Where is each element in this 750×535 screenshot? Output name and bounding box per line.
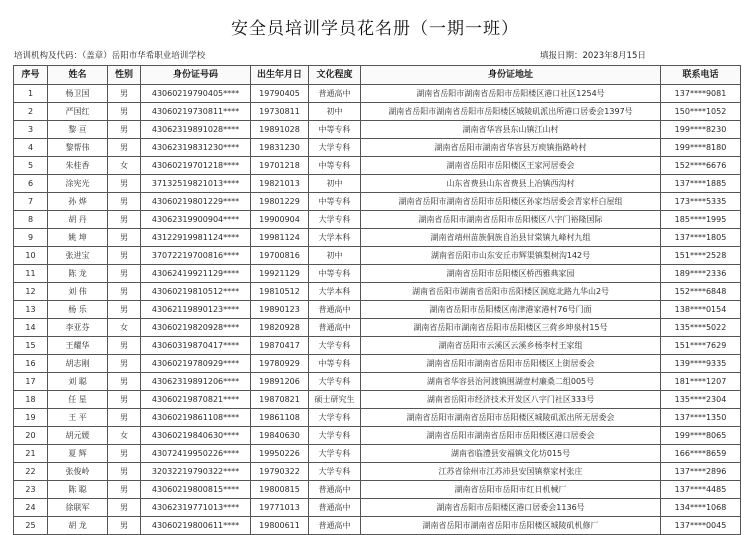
cell-birth-date: 19810512 [251,283,309,301]
header-birth-date: 出生年月日 [251,66,309,85]
cell-birth-date: 19840630 [251,427,309,445]
cell-name: 张俊岭 [48,463,108,481]
cell-sex: 男 [108,265,141,283]
table-row [14,373,741,391]
cell-birth-date: 19701218 [251,157,309,175]
table-row [14,121,741,139]
table-row [14,319,741,337]
cell-name: 陈 龙 [48,265,108,283]
cell-education: 中等专科 [309,355,361,373]
cell-id-address: 湖南省靖州苗族侗族自治县甘棠镇九峰村九组 [361,229,661,247]
cell-id-address: 湖南省岳阳市湖南省岳阳市岳阳楼区上街居委会 [361,355,661,373]
header-sex: 性别 [108,66,141,85]
cell-id-address: 湖南省岳阳市岳阳市红日机械厂 [361,481,661,499]
cell-phone: 135****5022 [661,319,741,337]
cell-phone: 199****8065 [661,427,741,445]
cell-birth-date: 19950226 [251,445,309,463]
cell-seq: 25 [14,517,48,535]
cell-seq: 23 [14,481,48,499]
cell-seq: 19 [14,409,48,427]
cell-birth-date: 19820928 [251,319,309,337]
cell-name: 黎 亘 [48,121,108,139]
cell-id-address: 湖南省岳阳市湖南省华容县万庾镇指路岭村 [361,139,661,157]
cell-seq: 1 [14,85,48,103]
cell-sex: 男 [108,481,141,499]
cell-birth-date: 19891206 [251,373,309,391]
cell-birth-date: 19890123 [251,301,309,319]
cell-name: 胡 丹 [48,211,108,229]
cell-id-address: 湖南省岳阳市湖南省岳阳市岳阳楼区三荷乡坤泉村15号 [361,319,661,337]
cell-id-address: 山东省费县山东省费县上冶镇西沟村 [361,175,661,193]
cell-sex: 男 [108,409,141,427]
cell-id-address: 湖南省岳阳市岳阳楼区王家河居委会 [361,157,661,175]
cell-name: 涂宪光 [48,175,108,193]
cell-sex: 女 [108,157,141,175]
cell-name: 孙 烨 [48,193,108,211]
cell-phone: 185****1995 [661,211,741,229]
cell-seq: 6 [14,175,48,193]
table-row [14,193,741,211]
cell-birth-date: 19981124 [251,229,309,247]
cell-id-number: 43062119890123**** [141,301,251,319]
cell-phone: 189****2336 [661,265,741,283]
cell-id-address: 湖南省岳阳市湖南省岳阳市岳阳楼区城陵矶派出所无居委会 [361,409,661,427]
cell-sex: 男 [108,193,141,211]
header-name: 姓名 [48,66,108,85]
cell-id-number: 43060219861108**** [141,409,251,427]
table-row [14,355,741,373]
cell-id-address: 湖南省岳阳市湖南省岳阳市岳阳楼区八字门裕隆国际 [361,211,661,229]
cell-phone: 137****1885 [661,175,741,193]
cell-birth-date: 19780929 [251,355,309,373]
cell-sex: 女 [108,427,141,445]
cell-seq: 5 [14,157,48,175]
cell-id-number: 43062319891028**** [141,121,251,139]
cell-id-address: 湖南省华容县治河渡镇围湖壹村廉桑二组005号 [361,373,661,391]
cell-phone: 150****1052 [661,103,741,121]
cell-education: 初中 [309,247,361,265]
cell-birth-date: 19730811 [251,103,309,121]
cell-phone: 137****1350 [661,409,741,427]
cell-education: 中等专科 [309,157,361,175]
cell-education: 大学专科 [309,337,361,355]
roster-table [13,65,741,535]
cell-id-number: 43062419921129**** [141,265,251,283]
header-education: 文化程度 [309,66,361,85]
cell-id-number: 43062319891206**** [141,373,251,391]
cell-seq: 2 [14,103,48,121]
table-row [14,157,741,175]
cell-sex: 男 [108,355,141,373]
cell-name: 杨卫国 [48,85,108,103]
cell-phone: 199****8180 [661,139,741,157]
cell-sex: 男 [108,211,141,229]
cell-sex: 男 [108,499,141,517]
header-id-address: 身份证地址 [361,66,661,85]
cell-name: 任 星 [48,391,108,409]
cell-birth-date: 19870417 [251,337,309,355]
cell-name: 黎帮伟 [48,139,108,157]
cell-sex: 男 [108,283,141,301]
cell-birth-date: 19790405 [251,85,309,103]
cell-id-number: 43062319771013**** [141,499,251,517]
cell-id-number: 43060219790405**** [141,85,251,103]
cell-birth-date: 19891028 [251,121,309,139]
table-row [14,103,741,121]
cell-id-number: 43060319870417**** [141,337,251,355]
cell-id-address: 湖南省华容县东山镇江山村 [361,121,661,139]
table-row [14,211,741,229]
cell-name: 胡元媛 [48,427,108,445]
cell-id-number: 43062319900904**** [141,211,251,229]
cell-seq: 12 [14,283,48,301]
cell-education: 中等专科 [309,193,361,211]
table-row [14,85,741,103]
table-row [14,481,741,499]
cell-birth-date: 19921129 [251,265,309,283]
header-seq: 序号 [14,66,48,85]
cell-id-number: 37072219700816**** [141,247,251,265]
cell-sex: 男 [108,463,141,481]
cell-id-number: 43060219810512**** [141,283,251,301]
cell-name: 张进宝 [48,247,108,265]
cell-birth-date: 19801229 [251,193,309,211]
cell-id-address: 湖南省岳阳市岳阳楼区桥西雅典家园 [361,265,661,283]
cell-seq: 22 [14,463,48,481]
table-row [14,409,741,427]
cell-phone: 151****7629 [661,337,741,355]
cell-education: 大学专科 [309,463,361,481]
cell-education: 中等专科 [309,121,361,139]
cell-id-number: 43072419950226**** [141,445,251,463]
cell-seq: 11 [14,265,48,283]
cell-phone: 138****0154 [661,301,741,319]
table-row [14,175,741,193]
cell-id-number: 43060219870821**** [141,391,251,409]
cell-birth-date: 19870821 [251,391,309,409]
roster-body [14,85,741,535]
cell-seq: 24 [14,499,48,517]
table-row [14,337,741,355]
cell-id-address: 湖南省岳阳市湖南省岳阳市岳阳楼区城陵矶机修厂 [361,517,661,535]
cell-id-address: 湖南省岳阳市湖南省岳阳市岳阳楼区港口居委会 [361,427,661,445]
cell-education: 普通高中 [309,301,361,319]
cell-seq: 18 [14,391,48,409]
cell-education: 普通高中 [309,517,361,535]
cell-sex: 男 [108,517,141,535]
cell-id-address: 湖南省岳阳市岳阳楼区南津港家港村76号门面 [361,301,661,319]
cell-name: 朱桂香 [48,157,108,175]
cell-sex: 男 [108,85,141,103]
table-row [14,517,741,535]
table-row [14,463,741,481]
cell-name: 李亚芬 [48,319,108,337]
cell-education: 普通高中 [309,481,361,499]
cell-name: 杨 乐 [48,301,108,319]
cell-phone: 151****2528 [661,247,741,265]
cell-name: 陈 聪 [48,481,108,499]
cell-id-number: 37132519821013**** [141,175,251,193]
header-row [14,66,741,85]
cell-id-address: 江苏省徐州市江苏沛县安国镇蔡家村张庄 [361,463,661,481]
cell-seq: 13 [14,301,48,319]
cell-name: 严国红 [48,103,108,121]
cell-education: 大学专科 [309,211,361,229]
cell-id-address: 湖南省岳阳市湖南省岳阳市岳阳楼区洞庭北路九华山2号 [361,283,661,301]
cell-education: 普通高中 [309,499,361,517]
organization-line: 培训机构及代码：（盖章）岳阳市华希职业培训学校 [14,51,206,61]
cell-id-number: 43060219840630**** [141,427,251,445]
cell-name: 胡志刚 [48,355,108,373]
cell-education: 普通高中 [309,85,361,103]
fill-date-line: 填报日期：2023年8月15日 [540,51,646,61]
cell-sex: 男 [108,445,141,463]
cell-phone: 173****5335 [661,193,741,211]
cell-id-address: 湖南省岳阳市岳阳楼区港口居委会1136号 [361,499,661,517]
cell-birth-date: 19900904 [251,211,309,229]
cell-sex: 男 [108,301,141,319]
table-row [14,301,741,319]
cell-name: 王耀华 [48,337,108,355]
cell-seq: 9 [14,229,48,247]
cell-sex: 男 [108,337,141,355]
cell-phone: 139****9335 [661,355,741,373]
cell-id-number: 32032219790322**** [141,463,251,481]
cell-sex: 男 [108,175,141,193]
cell-seq: 21 [14,445,48,463]
cell-seq: 20 [14,427,48,445]
cell-birth-date: 19861108 [251,409,309,427]
cell-birth-date: 19800815 [251,481,309,499]
table-row [14,499,741,517]
cell-phone: 137****2896 [661,463,741,481]
cell-birth-date: 19700816 [251,247,309,265]
cell-phone: 152****6676 [661,157,741,175]
cell-phone: 135****2304 [661,391,741,409]
table-row [14,139,741,157]
cell-birth-date: 19771013 [251,499,309,517]
cell-id-address: 湖南省岳阳市湖南省岳阳市岳阳楼区孙家垱居委会青家杆白屋组 [361,193,661,211]
cell-phone: 137****4485 [661,481,741,499]
cell-education: 初中 [309,175,361,193]
cell-seq: 16 [14,355,48,373]
table-row [14,283,741,301]
table-row [14,265,741,283]
cell-phone: 199****8230 [661,121,741,139]
cell-education: 大学专科 [309,427,361,445]
cell-name: 胡 龙 [48,517,108,535]
cell-id-number: 43060219730811**** [141,103,251,121]
cell-name: 王 平 [48,409,108,427]
cell-education: 中等专科 [309,265,361,283]
cell-education: 大学本科 [309,229,361,247]
cell-seq: 10 [14,247,48,265]
cell-id-address: 湖南省临澧县安福镇文化坊015号 [361,445,661,463]
header-phone: 联系电话 [661,66,741,85]
cell-birth-date: 19821013 [251,175,309,193]
cell-phone: 137****9081 [661,85,741,103]
cell-id-number: 43060219800611**** [141,517,251,535]
cell-phone: 166****8659 [661,445,741,463]
cell-sex: 男 [108,229,141,247]
cell-education: 大学专科 [309,139,361,157]
header-id-number: 身份证号码 [141,66,251,85]
cell-id-number: 43060219801229**** [141,193,251,211]
table-row [14,427,741,445]
cell-seq: 14 [14,319,48,337]
cell-id-number: 43060219780929**** [141,355,251,373]
cell-name: 刘 伟 [48,283,108,301]
cell-id-address: 湖南省岳阳市经济技术开发区八字门社区333号 [361,391,661,409]
cell-id-number: 43122919981124**** [141,229,251,247]
cell-birth-date: 19831230 [251,139,309,157]
cell-id-address: 湖南省岳阳市云溪区云溪乡杨李村王家组 [361,337,661,355]
cell-education: 硕士研究生 [309,391,361,409]
table-row [14,445,741,463]
cell-id-number: 43062319831230**** [141,139,251,157]
cell-sex: 男 [108,121,141,139]
cell-id-number: 43060219701218**** [141,157,251,175]
cell-id-address: 湖南省岳阳市湖南省岳阳市岳阳楼区港口社区1254号 [361,85,661,103]
cell-sex: 男 [108,247,141,265]
cell-seq: 17 [14,373,48,391]
cell-name: 姚 坤 [48,229,108,247]
cell-education: 大学本科 [309,283,361,301]
cell-name: 夏 辉 [48,445,108,463]
cell-sex: 男 [108,103,141,121]
cell-id-number: 43060219820928**** [141,319,251,337]
cell-education: 普通高中 [309,319,361,337]
cell-birth-date: 19800611 [251,517,309,535]
cell-seq: 8 [14,211,48,229]
cell-sex: 男 [108,373,141,391]
page-title: 安全员培训学员花名册（一期一班） [231,19,519,39]
cell-phone: 181****1207 [661,373,741,391]
cell-sex: 男 [108,391,141,409]
cell-id-address: 湖南省岳阳市湖南省岳阳市岳阳楼区城陵矶派出所港口居委会1397号 [361,103,661,121]
cell-seq: 4 [14,139,48,157]
cell-education: 大学专科 [309,373,361,391]
cell-seq: 3 [14,121,48,139]
table-row [14,247,741,265]
cell-education: 初中 [309,103,361,121]
cell-sex: 女 [108,319,141,337]
cell-name: 刘 聪 [48,373,108,391]
cell-phone: 137****0045 [661,517,741,535]
cell-phone: 152****6848 [661,283,741,301]
table-row [14,229,741,247]
cell-seq: 7 [14,193,48,211]
cell-education: 大学专科 [309,445,361,463]
cell-id-number: 43060219800815**** [141,481,251,499]
cell-birth-date: 19790322 [251,463,309,481]
cell-id-address: 湖南省岳阳市山东安丘市辉渠镇梨树沟142号 [361,247,661,265]
cell-name: 徐联军 [48,499,108,517]
cell-phone: 134****1068 [661,499,741,517]
table-row [14,391,741,409]
cell-seq: 15 [14,337,48,355]
cell-phone: 137****1805 [661,229,741,247]
cell-education: 大学专科 [309,409,361,427]
cell-sex: 男 [108,139,141,157]
